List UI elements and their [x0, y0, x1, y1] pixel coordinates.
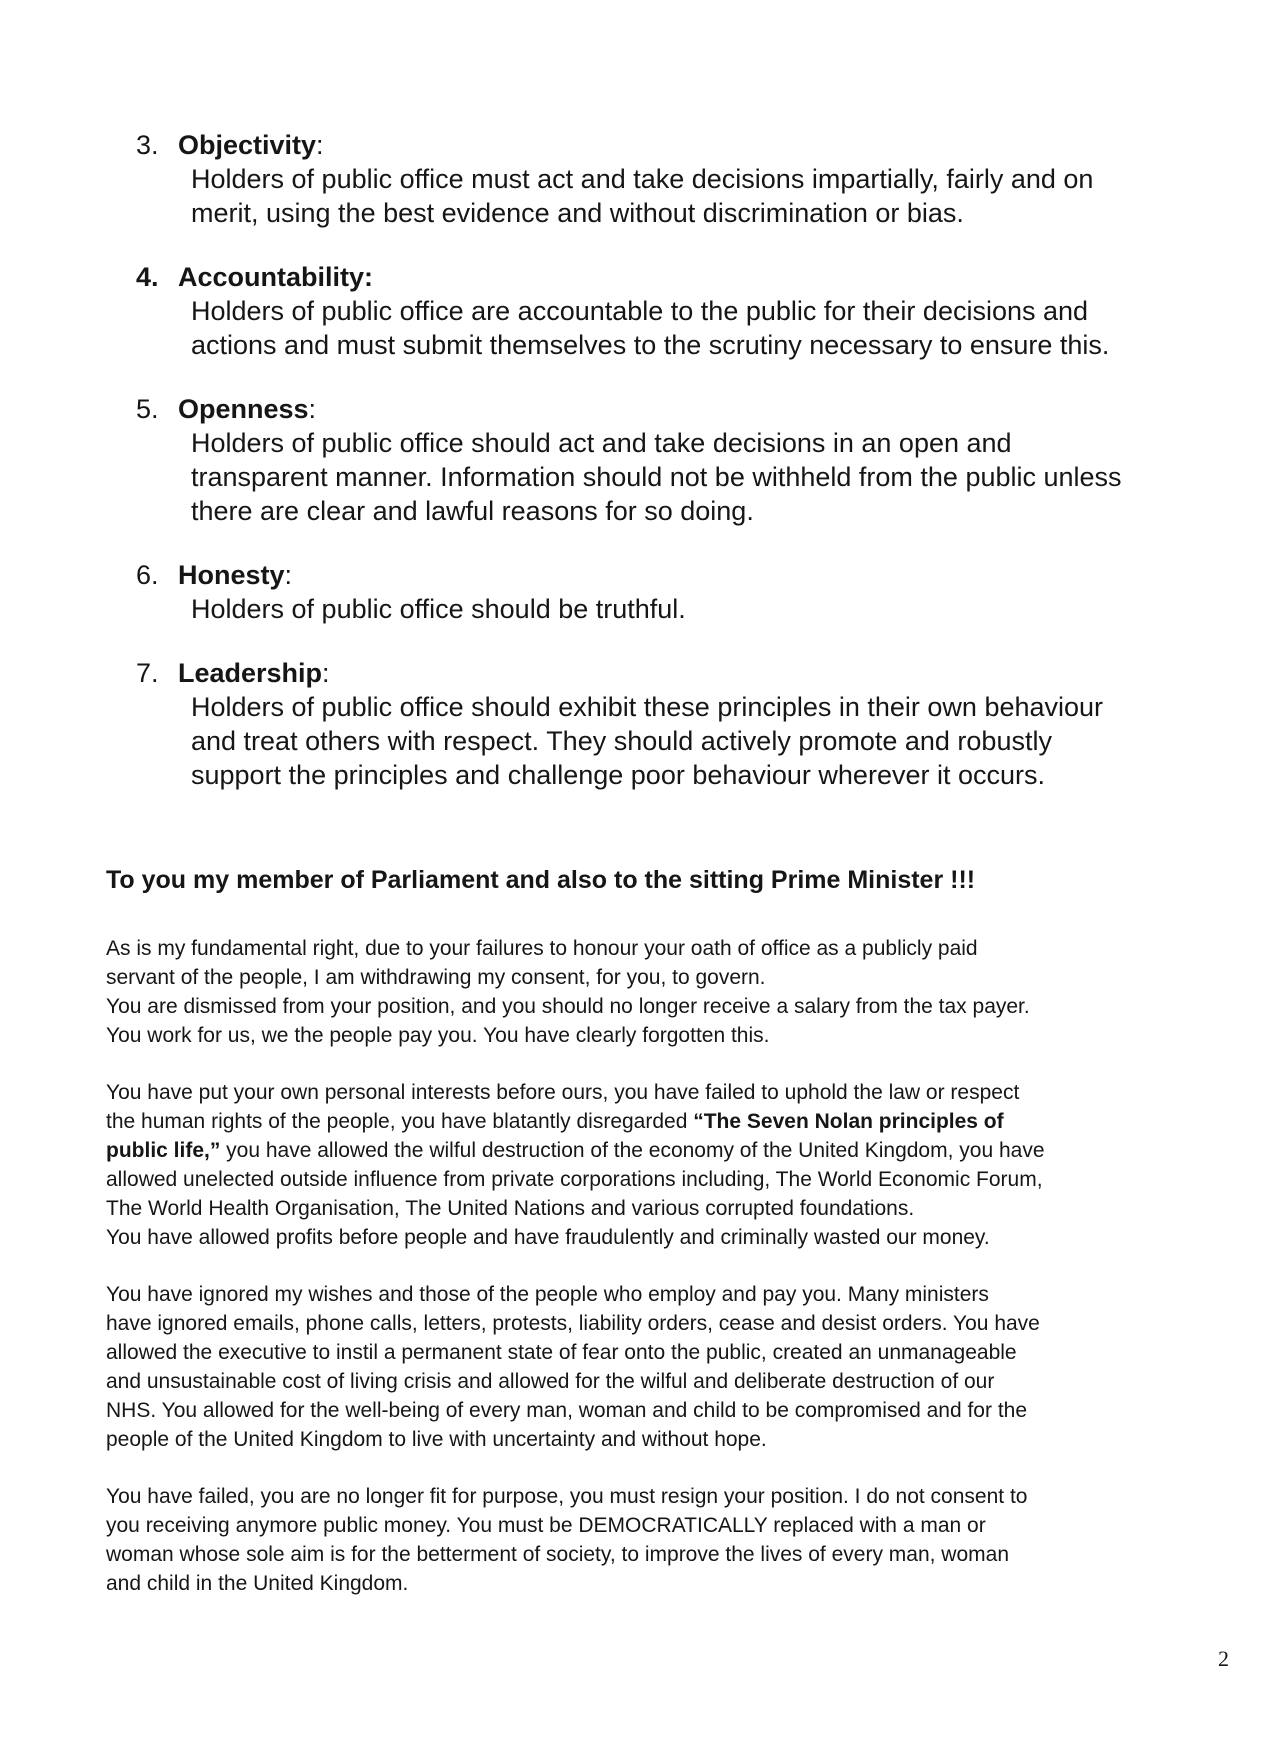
- principle-heading: [136, 260, 1216, 294]
- principle-suffix: :: [284, 560, 293, 590]
- letter-section: [106, 864, 1246, 1626]
- letter-paragraph: [106, 1078, 1246, 1252]
- principle-heading: [136, 128, 1216, 162]
- principle-number: 3.: [136, 130, 159, 160]
- principle-accountability: [136, 260, 1216, 362]
- principle-honesty: [136, 558, 1216, 626]
- principles-list: [136, 128, 1216, 822]
- principle-description: Holders of public office must act and take decisions impartially, fairly and on merit, using the best evidence and without discrimination or bias.: [191, 164, 1094, 228]
- letter-paragraph: As is my fundamental right, due to your failures to honour your oath of office as a publicly paid servant of the people, I am withdrawing my consent, for you, to govern. You are dismissed from your position, and you should no longer receive a salary from the tax payer. You work for us, we the people pay you. You have clearly forgotten this.: [106, 937, 1030, 1047]
- principle-description: Holders of public office should exhibit these principles in their own behaviour and treat others with respect. They should actively promote and robustly support the principles and challenge poor behaviour wherever it occurs.: [191, 692, 1104, 790]
- principle-term: Leadership: [178, 658, 323, 688]
- principle-description: Holders of public office are accountable to the public for their decisions and actions and must submit themselves to the scrutiny necessary to ensure this.: [191, 296, 1110, 360]
- principle-leadership: [136, 656, 1216, 792]
- letter-paragraph: You have failed, you are no longer fit for purpose, you must resign your position. I do not consent to you receiving anymore public money. You must be DEMOCRATICALLY replaced with a man or woman whose sole aim is for the betterment of society, to improve the lives of every man, woman and child in the United Kingdom.: [106, 1485, 1028, 1595]
- letter-heading: To you my member of Parliament and also to the sitting Prime Minister !!!: [106, 866, 976, 894]
- principle-number: 6.: [136, 560, 159, 590]
- letter-paragraph: You have ignored my wishes and those of the people who employ and pay you. Many ministers have ignored emails, phone calls, letters, protests, liability orders, cease and desist orders. You have allowed the executive to instil a permanent state of fear onto the public, created an unmanageable and unsustainable cost of living crisis and allowed for the wilful and deliberate destruction of our NHS. You allowed for the well-being of every man, woman and child to be compromised and for the people of the United Kingdom to live with uncertainty and without hope.: [106, 1283, 1040, 1451]
- principle-objectivity: [136, 128, 1216, 230]
- paragraph-text: You have put your own personal interests before ours, you have failed to uphold the law or respect the human rights of the people, you have blatantly disregarded: [106, 1081, 1020, 1133]
- principle-description: Holders of public office should act and take decisions in an open and transparent manner. Information should not be withheld from the public unless there are clear and lawful reasons for so doing.: [191, 428, 1122, 526]
- principle-number: 7.: [136, 658, 159, 688]
- paragraph-text: you have allowed the wilful destruction of the economy of the United Kingdom, you have allowed unelected outside influence from private corporations including, The World Economic Forum, The World Health Organisation, The United Nations and various corrupted foundations. You have allowed profits before people and have fraudulently and criminally wasted our money.: [106, 1139, 1045, 1249]
- principle-description: Holders of public office should be truthful.: [191, 594, 686, 624]
- principle-heading: [136, 558, 1216, 592]
- principle-suffix: :: [316, 130, 324, 160]
- principle-number: 4.: [136, 262, 159, 292]
- page-number: 2: [1218, 1646, 1229, 1671]
- principle-term: Accountability:: [178, 262, 374, 292]
- principle-term: Openness: [178, 394, 309, 424]
- principle-term: Honesty: [178, 560, 285, 590]
- principle-term: Objectivity: [178, 130, 317, 160]
- principle-openness: [136, 392, 1216, 528]
- principle-suffix: :: [308, 394, 317, 424]
- principle-suffix: :: [322, 658, 330, 688]
- principle-number: 5.: [136, 394, 159, 424]
- principle-heading: [136, 656, 1216, 690]
- principle-heading: [136, 392, 1216, 426]
- nolan-principles-reference: “The Seven Nolan principles of public life,”: [106, 1110, 1004, 1162]
